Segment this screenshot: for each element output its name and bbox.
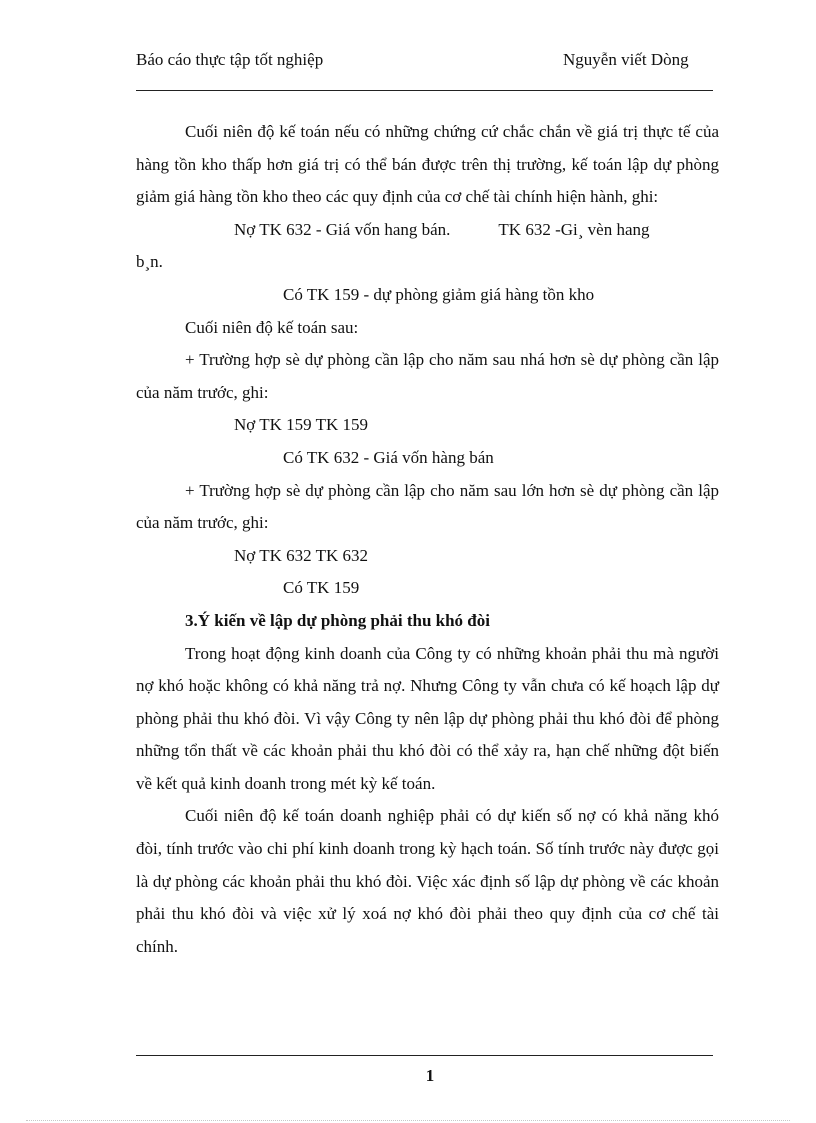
journal-entry-2-credit: Có TK 632 - Giá vốn hàng bán — [283, 447, 494, 467]
document-body — [136, 116, 719, 963]
header-report-title: Báo cáo thực tập tốt nghiệp — [136, 50, 324, 69]
paragraph-doubtful-debts: Trong hoạt động kinh doanh của Công ty có những khoản phải thu mà người nợ khó hoặc không có khả năng trả nợ. Nhưng Công ty vẫn chưa có kế hoạch lập dự phòng phải thu khó đòi. Vì vậy Công ty nên lập dự phòng phải thu khó đòi để phòng những tổn thất về các khoản phải thu khó đòi có thể xảy ra, hạn chế những đột biến về kết quả kinh doanh trong mét kỳ kế toán. — [136, 643, 719, 793]
journal-entry-1-debit-alt: TK 632 -Gi¸ vèn hang — [498, 219, 650, 239]
journal-entry-1-debit-text: Nợ TK 632 - Giá vốn hang bán. — [234, 219, 451, 239]
page-edge-dots — [26, 1120, 790, 1121]
journal-entry-3-credit: Có TK 159 — [283, 578, 360, 598]
paragraph-provision-estimate: Cuối niên độ kế toán doanh nghiệp phải có dự kiến số nợ có khả năng khó đòi, tính trước vào chi phí kinh doanh trong kỳ hạch toán. Số tính trước này được gọi là dự phòng các khoản phải thu khó đòi. Việc xác định số lập dự phòng về các khoản phải thu khó đòi và việc xử lý xoá nợ khó đòi phải theo quy định của cơ chế tài chính. — [136, 806, 719, 956]
footer-divider — [136, 1055, 713, 1056]
paragraph-case-smaller: + Trường hợp sè dự phòng cần lập cho năm sau nhá hơn sè dự phòng cần lập của năm trước, ghi: — [136, 350, 719, 402]
journal-entry-1-debit — [136, 214, 719, 247]
header-author-name: Nguyễn viết Dòng — [563, 50, 689, 69]
paragraph-case-larger: + Trường hợp sè dự phòng cần lập cho năm sau lớn hơn sè dự phòng cần lập của năm trước, ghi: — [136, 480, 719, 533]
journal-entry-3-debit: Nợ TK 632 TK 632 — [234, 545, 368, 565]
paragraph-inventory-provision: Cuối niên độ kế toán nếu có những chứng cứ chắc chắn về giá trị thực tế của hàng tồn kho thấp hơn giá trị có thể bán được trên thị trường, kế toán lập dự phòng giảm giá hàng tồn kho theo các quy định của cơ chế tài chính hiện hành, ghi: — [136, 122, 719, 207]
journal-entry-2-debit: Nợ TK 159 TK 159 — [234, 415, 368, 435]
journal-entry-1-continuation: b¸n. — [136, 252, 163, 272]
header-divider — [136, 90, 713, 91]
paragraph-year-end: Cuối niên độ kế toán sau: — [185, 317, 359, 337]
page-number: 1 — [425, 1066, 435, 1085]
section-heading: 3.Ý kiến về lập dự phòng phải thu khó đòi — [185, 610, 490, 630]
journal-entry-1-credit: Có TK 159 - dự phòng giảm giá hàng tồn kho — [283, 284, 595, 304]
